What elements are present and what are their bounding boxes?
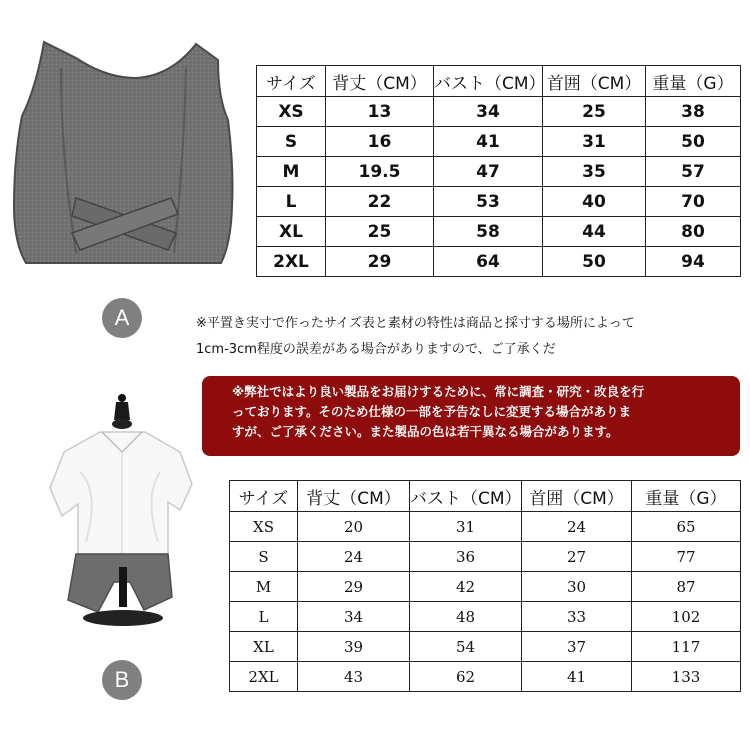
- table-cell: 19.5: [326, 157, 434, 187]
- table-cell: XS: [257, 97, 326, 127]
- table-cell: 65: [632, 512, 741, 542]
- table-row: [230, 602, 741, 632]
- table-cell: 44: [543, 217, 646, 247]
- table-cell: 53: [434, 187, 543, 217]
- table-row: [230, 542, 741, 572]
- table-row: [257, 97, 741, 127]
- table-row: [257, 247, 741, 277]
- table-cell: 64: [434, 247, 543, 277]
- notice-line-1: ※弊社ではより良い製品をお届けするために、常に調査・研究・改良を行: [232, 384, 645, 399]
- table-cell: 35: [543, 157, 646, 187]
- table-cell: 22: [326, 187, 434, 217]
- table-cell: 29: [298, 572, 410, 602]
- header-bust: バスト（CM）: [434, 66, 543, 97]
- table-row: [230, 572, 741, 602]
- table-cell: 34: [298, 602, 410, 632]
- table-cell: 25: [543, 97, 646, 127]
- header-neck: 首囲（CM）: [522, 481, 632, 512]
- table-cell: S: [230, 542, 298, 572]
- table-row: [230, 662, 741, 692]
- header-size: サイズ: [257, 66, 326, 97]
- table-cell: 41: [434, 127, 543, 157]
- table-cell: 34: [434, 97, 543, 127]
- table-cell: 80: [646, 217, 741, 247]
- table-cell: 27: [522, 542, 632, 572]
- product-a-vest-image: [6, 38, 241, 273]
- table-row: [257, 217, 741, 247]
- table-cell: 87: [632, 572, 741, 602]
- header-size: サイズ: [230, 481, 298, 512]
- table-cell: 117: [632, 632, 741, 662]
- table-cell: 42: [410, 572, 522, 602]
- table-cell: L: [230, 602, 298, 632]
- table-cell: 50: [646, 127, 741, 157]
- table-row: [257, 127, 741, 157]
- table-cell: 40: [543, 187, 646, 217]
- table-cell: 48: [410, 602, 522, 632]
- table-cell: XL: [230, 632, 298, 662]
- size-table-b: [229, 480, 741, 692]
- table-row: [257, 187, 741, 217]
- table-header-row: [257, 66, 741, 97]
- table-cell: XL: [257, 217, 326, 247]
- notice-line-3: すが、ご了承ください。また製品の色は若干異なる場合があります。: [232, 424, 619, 439]
- product-notice-box: [202, 376, 740, 456]
- size-note-line-1: ※平置き実寸で作ったサイズ表と素材の特性は商品と採寸する場所によって: [196, 316, 635, 331]
- table-cell: 77: [632, 542, 741, 572]
- table-cell: 31: [543, 127, 646, 157]
- table-cell: 24: [522, 512, 632, 542]
- header-neck: 首囲（CM）: [543, 66, 646, 97]
- table-cell: 25: [326, 217, 434, 247]
- product-b-shirt-image: [40, 392, 240, 632]
- table-cell: 62: [410, 662, 522, 692]
- notice-line-2: っております。そのため仕様の一部を予告なしに変更する場合がありま: [232, 404, 632, 419]
- table-cell: 16: [326, 127, 434, 157]
- table-cell: 50: [543, 247, 646, 277]
- header-weight: 重量（G）: [646, 66, 741, 97]
- table-cell: 29: [326, 247, 434, 277]
- table-cell: M: [257, 157, 326, 187]
- table-cell: 47: [434, 157, 543, 187]
- table-cell: 41: [522, 662, 632, 692]
- product-a-badge: A: [102, 298, 142, 338]
- header-length: 背丈（CM）: [326, 66, 434, 97]
- table-cell: S: [257, 127, 326, 157]
- size-table-a: [256, 65, 741, 277]
- table-cell: L: [257, 187, 326, 217]
- table-cell: XS: [230, 512, 298, 542]
- table-cell: 38: [646, 97, 741, 127]
- table-cell: 2XL: [257, 247, 326, 277]
- table-cell: 94: [646, 247, 741, 277]
- header-weight: 重量（G）: [632, 481, 741, 512]
- table-cell: 30: [522, 572, 632, 602]
- table-cell: M: [230, 572, 298, 602]
- header-bust: バスト（CM）: [410, 481, 522, 512]
- table-cell: 133: [632, 662, 741, 692]
- table-cell: 57: [646, 157, 741, 187]
- table-cell: 58: [434, 217, 543, 247]
- table-cell: 54: [410, 632, 522, 662]
- table-cell: 39: [298, 632, 410, 662]
- table-row: [230, 632, 741, 662]
- table-cell: 37: [522, 632, 632, 662]
- table-cell: 33: [522, 602, 632, 632]
- product-b-badge: B: [102, 660, 142, 700]
- table-cell: 2XL: [230, 662, 298, 692]
- table-cell: 20: [298, 512, 410, 542]
- header-length: 背丈（CM）: [298, 481, 410, 512]
- table-cell: 43: [298, 662, 410, 692]
- table-header-row: [230, 481, 741, 512]
- table-cell: 13: [326, 97, 434, 127]
- table-cell: 70: [646, 187, 741, 217]
- table-cell: 24: [298, 542, 410, 572]
- table-row: [257, 157, 741, 187]
- table-cell: 31: [410, 512, 522, 542]
- table-row: [230, 512, 741, 542]
- table-cell: 102: [632, 602, 741, 632]
- table-cell: 36: [410, 542, 522, 572]
- size-note-line-2: 1cm-3cm程度の誤差がある場合がありますので、ご了承くだ: [196, 342, 556, 357]
